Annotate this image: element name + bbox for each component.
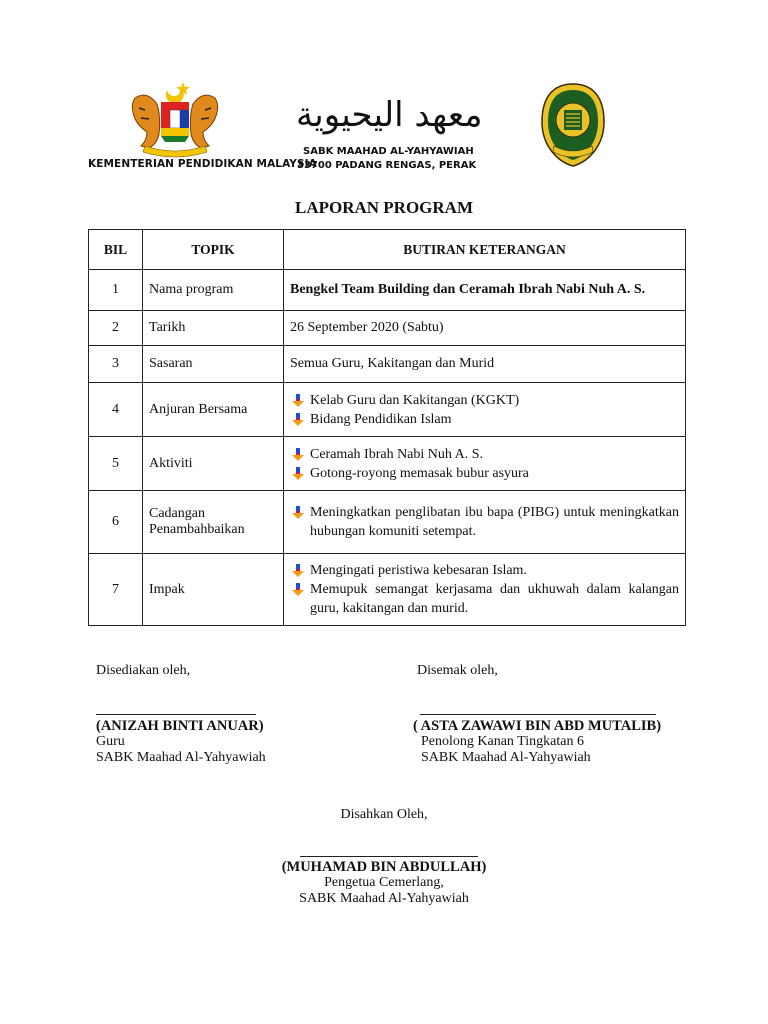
- list-item-text: Meningkatkan penglibatan ibu bapa (PIBG) untuk meningkatkan hubungan komuniti setempat.: [310, 505, 679, 539]
- arrow-down-bullet-icon: [292, 467, 304, 480]
- row-number: 1: [89, 270, 143, 311]
- row-number: 4: [89, 383, 143, 437]
- prepared-by-label: Disediakan oleh,: [96, 663, 191, 678]
- ministry-name: KEMENTERIAN PENDIDIKAN MALAYSIA: [88, 158, 317, 170]
- list-item: [290, 503, 679, 541]
- row-number: 7: [89, 554, 143, 626]
- arrow-down-bullet-icon: [292, 448, 304, 461]
- arrow-down-bullet-icon: [292, 564, 304, 577]
- row-detail: [284, 491, 686, 554]
- table-row: [89, 491, 686, 554]
- column-header-topik: TOPIK: [143, 230, 284, 270]
- checked-by-block: [413, 718, 661, 766]
- prepared-by-name: (ANIZAH BINTI ANUAR): [96, 718, 264, 734]
- row-topic: Cadangan Penambahbaikan: [143, 491, 284, 554]
- checked-by-role: Penolong Kanan Tingkatan 6: [421, 734, 584, 749]
- list-item: [290, 580, 679, 618]
- row-detail: [284, 383, 686, 437]
- list-item: [290, 410, 679, 429]
- row-detail: Semua Guru, Kakitangan dan Murid: [284, 346, 686, 383]
- list-item: [290, 464, 679, 483]
- school-address: 33700 PADANG RENGAS, PERAK: [297, 160, 477, 171]
- checked-by-name: ( ASTA ZAWAWI BIN ABD MUTALIB): [413, 718, 662, 734]
- approved-by-label: [0, 807, 768, 823]
- row-topic: Aktiviti: [143, 437, 284, 491]
- list-item-text: Bidang Pendidikan Islam: [310, 411, 452, 427]
- prepared-by-org: SABK Maahad Al-Yahyawiah: [96, 750, 266, 765]
- row-number: 5: [89, 437, 143, 491]
- list-item-text: Mengingati peristiwa kebesaran Islam.: [310, 563, 527, 578]
- prepared-by-block: [96, 718, 266, 766]
- arrow-down-bullet-icon: [292, 506, 304, 519]
- list-item-text: Gotong-royong memasak bubur asyura: [310, 465, 529, 481]
- list-item-text: Kelab Guru dan Kakitangan (KGKT): [310, 392, 520, 408]
- table-row: [89, 270, 686, 311]
- school-name: SABK MAAHAD AL-YAHYAWIAH: [303, 146, 474, 157]
- column-header-bil: BIL: [89, 230, 143, 270]
- table-row: [89, 311, 686, 346]
- signature-line: [96, 714, 256, 715]
- arrow-down-bullet-icon: [292, 413, 304, 426]
- row-detail: [284, 554, 686, 626]
- letterhead: [0, 0, 768, 190]
- table-header-row: [89, 230, 686, 270]
- row-topic: Tarikh: [143, 311, 284, 346]
- column-header-butiran: BUTIRAN KETERANGAN: [284, 230, 686, 270]
- row-number: 6: [89, 491, 143, 554]
- list-item-text: Memupuk semangat kerjasama dan ukhuwah dalam kalangan guru, kakitangan dan murid.: [310, 582, 679, 616]
- table-row: [89, 383, 686, 437]
- list-item: [290, 391, 679, 410]
- approved-by-role: Pengetua Cemerlang,: [324, 875, 444, 890]
- checked-by-org: SABK Maahad Al-Yahyawiah: [421, 750, 591, 765]
- row-detail: [284, 437, 686, 491]
- approved-by-block: [0, 859, 768, 907]
- arrow-down-bullet-icon: [292, 583, 304, 596]
- row-topic: Anjuran Bersama: [143, 383, 284, 437]
- report-table: [88, 229, 686, 626]
- school-badge-logo: [540, 82, 606, 168]
- row-topic: Nama program: [143, 270, 284, 311]
- row-number: 2: [89, 311, 143, 346]
- list-item: [290, 561, 679, 580]
- row-number: 3: [89, 346, 143, 383]
- approved-by-label-text: Disahkan Oleh,: [340, 807, 428, 822]
- arrow-down-bullet-icon: [292, 394, 304, 407]
- arabic-school-name: معهد اليحيوية: [296, 95, 483, 135]
- row-topic: Impak: [143, 554, 284, 626]
- prepared-by-role: Guru: [96, 734, 125, 749]
- signature-line: [300, 856, 478, 857]
- row-detail: Bengkel Team Building dan Ceramah Ibrah Nabi Nuh A. S.: [284, 270, 686, 311]
- table-row: [89, 554, 686, 626]
- approved-by-org: SABK Maahad Al-Yahyawiah: [299, 891, 469, 906]
- table-row: [89, 346, 686, 383]
- row-detail: 26 September 2020 (Sabtu): [284, 311, 686, 346]
- row-topic: Sasaran: [143, 346, 284, 383]
- signature-line: [420, 714, 656, 715]
- checked-by-label: Disemak oleh,: [417, 663, 498, 678]
- malaysia-coat-of-arms-logo: [125, 78, 225, 158]
- page-title: LAPORAN PROGRAM: [294, 198, 473, 217]
- approved-by-name: (MUHAMAD BIN ABDULLAH): [281, 859, 487, 875]
- table-row: [89, 437, 686, 491]
- list-item-text: Ceramah Ibrah Nabi Nuh A. S.: [310, 446, 484, 462]
- list-item: [290, 445, 679, 464]
